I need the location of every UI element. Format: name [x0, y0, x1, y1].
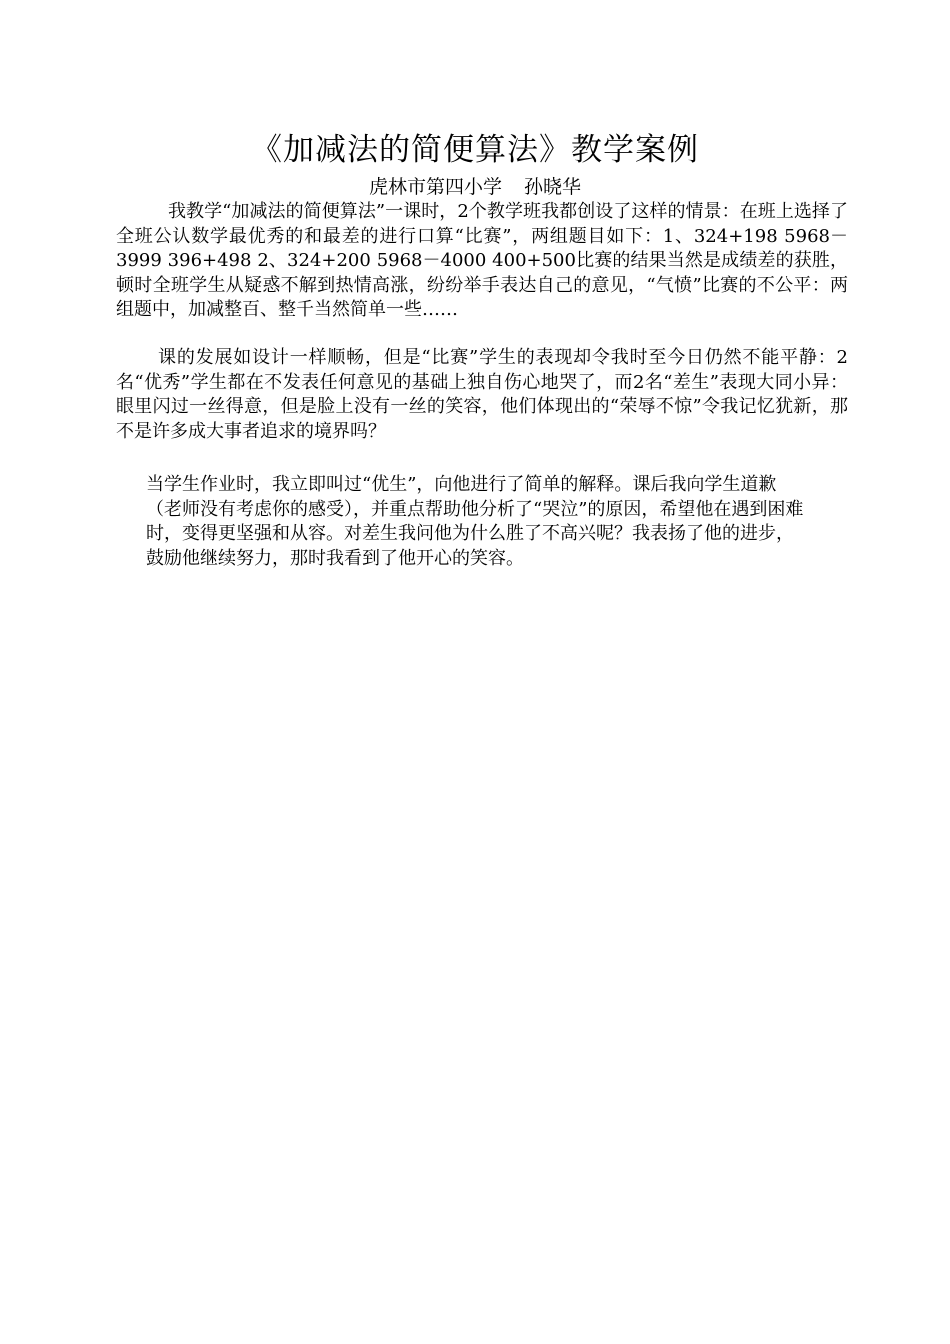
school-name: 虎林市第四小学	[368, 176, 502, 198]
paragraph-2: 课的发展如设计一样顺畅，但是“比赛”学生的表现却令我时至今日仍然不能平静：2名“优秀”学生都在不发表任何意见的基础上独自伤心地哭了，而2名“差生”表现大同小异：眼里闪过一丝得意，但是脸上没有一丝的笑容，他们体现出的“荣辱不惊”令我记忆犹新，那不是许多成大事者追求的境界吗？	[116, 347, 848, 442]
paragraph-3: 当学生作业时，我立即叫过“优生”，向他进行了简单的解释。课后我向学生道歉（老师没有考虑你的感受），并重点帮助他分析了“哭泣”的原因，希望他在遇到困难时，变得更坚强和从容。对差生我问他为什么胜了不高兴呢？我表扬了他的进步，鼓励他继续努力，那时我看到了他开心的笑容。	[146, 474, 804, 569]
paragraph-1: 我教学“加减法的简便算法”一课时，2个教学班我都创设了这样的情景：在班上选择了全班公认数学最优秀的和最差的进行口算“比赛”，两组题目如下：1、324+198 5968－3999 396+498 2、324+200 5968－4000 400+500比赛的结果当然是成绩差的获胜，顿时全班学生从疑惑不解到热情高涨，纷纷举手表达自己的意见，“气愤”比赛的不公平：两组题中，加减整百、整千当然简单一些……	[116, 201, 848, 320]
author-line	[0, 174, 950, 200]
author-name: 孙晓华	[524, 176, 582, 198]
document-title: 《加减法的简便算法》教学案例	[251, 132, 699, 168]
